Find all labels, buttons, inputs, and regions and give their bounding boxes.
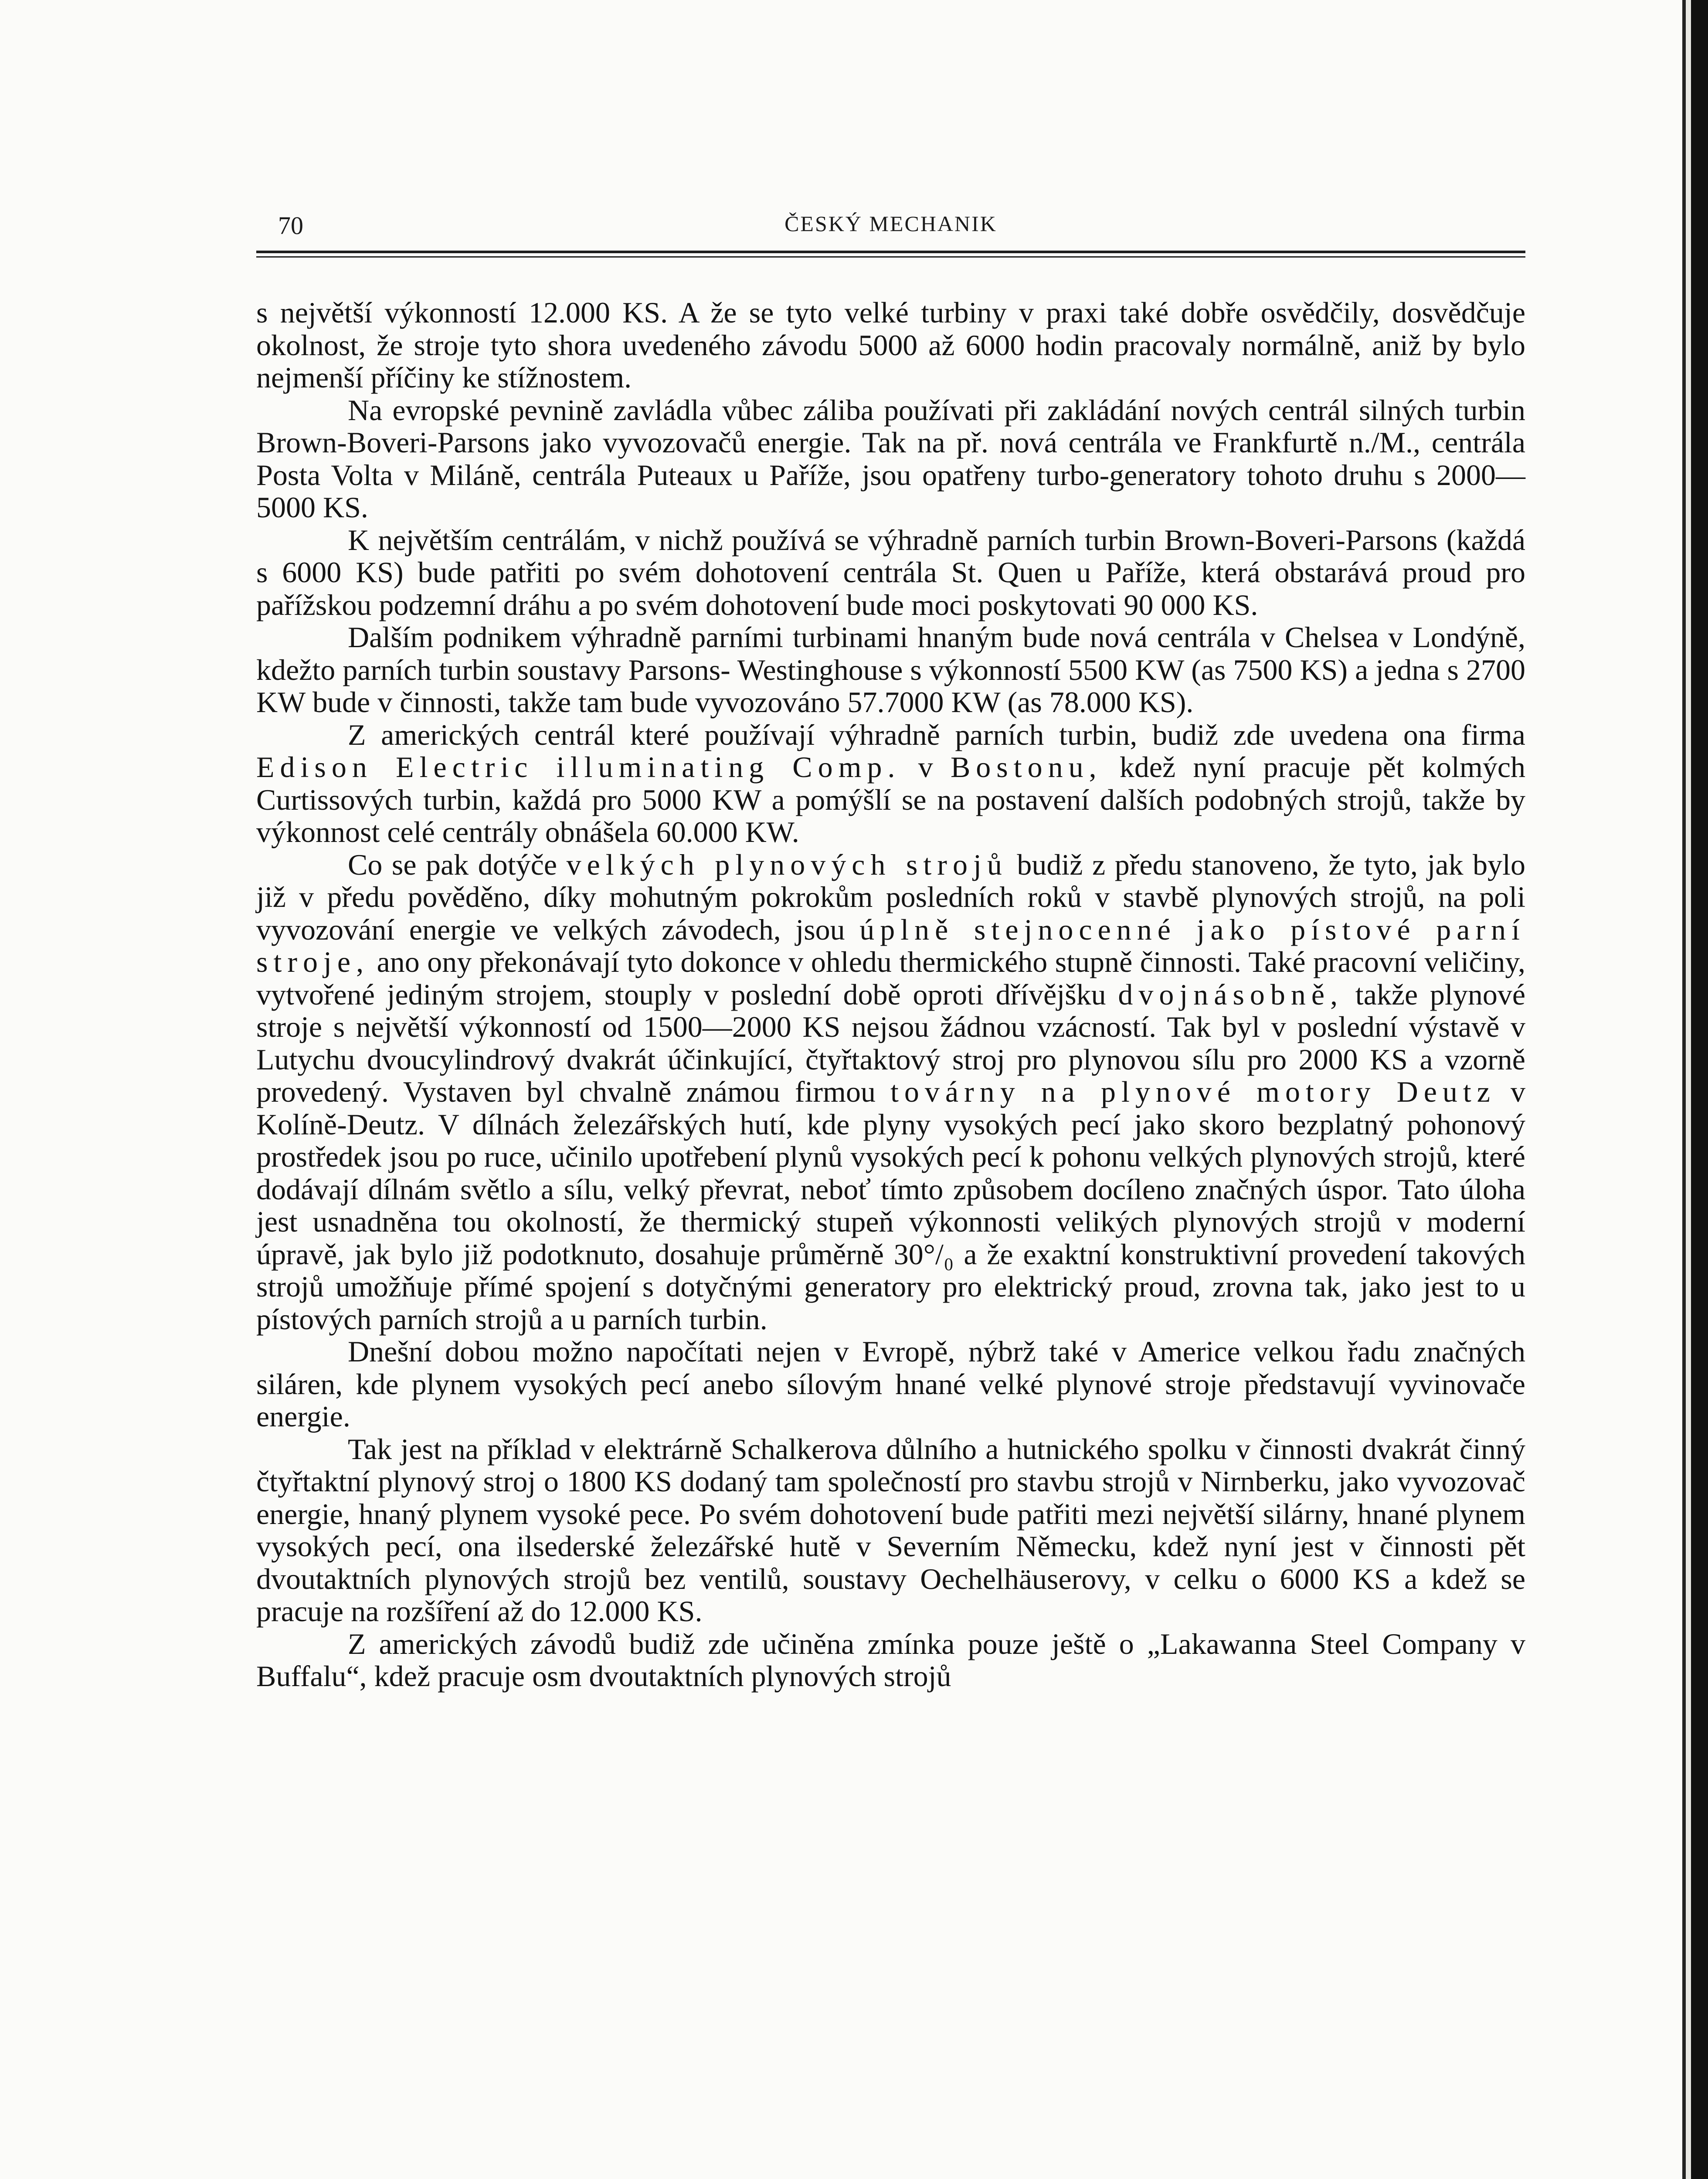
page-header xyxy=(256,205,1525,244)
paragraph-7: Dnešní dobou možno napočítati nejen v Evropě, nýbrž také v Americe velkou řadu značných siláren, kde plynem vysokých pecí anebo sílovým hnané velké plynové stroje představují vyvinovače energie. xyxy=(256,1335,1525,1433)
paragraph-6 xyxy=(256,849,1525,1336)
paragraph-6-text-e: v Kolíně-Deutz. V dílnách železářských hutí, kde plyny vysokých pecí jako skoro bezplatný pohonový prostředek jsou po ruce, učinilo upotřebení plynů vysokých pecí k pohonu velkých plynových strojů, které dodávají dílnám světlo a sílu, velký převrat, neboť tímto způsobem docíleno značných úspor. Tato úloha jest usnadněna tou okolností, že thermický stupeň výkonnosti velikých plynových strojů v moderní úpravě, jak bylo již podotknuto, dosahuje průměrně 30°/₀ a že exaktní konstruktivní provedení takových strojů umožňuje přímé spojení s dotyčnými generatory pro elektrický proud, zrovna tak, jako jest to u pístových parních strojů a u parních turbin. xyxy=(256,1075,1525,1336)
page-number: 70 xyxy=(278,211,303,240)
paragraph-9: Z amerických závodů budiž zde učiněna zmínka pouze ještě o „Lakawanna Steel Company v Buffalu“, kdež pracuje osm dvoutaktních plynových strojů xyxy=(256,1627,1525,1693)
paragraph-8: Tak jest na příklad v elektrárně Schalkerova důlního a hutnického spolku v činnosti dvakrát činný čtyřtaktní plynový stroj o 1800 KS dodaný tam společností pro stavbu strojů v Nirnberku, jako vyvozovač energie, hnaný plynem vysoké pece. Po svém dohotovení bude patřiti mezi největší silárny, hnané plynem vysokých pecí, ona ilsederské železářské hutě v Severním Německu, kdež nyní jest v činnosti pět dvoutaktních plynových strojů bez ventilů, soustavy Oechelhäuserovy, v celku o 6000 KS a kdež se pracuje na rozšíření až do 12.000 KS. xyxy=(256,1432,1525,1628)
paragraph-5 xyxy=(256,719,1525,849)
paragraph-5-text-a: Z amerických centrál které používají výhradně parních turbin, budiž zde uvedena ona firma xyxy=(348,718,1525,751)
paragraph-6-text-a: Co se pak dotýče xyxy=(348,848,557,881)
equal-value-emphasis: úplně stejnocenné jako pístové parní stroje, xyxy=(256,913,1525,978)
paragraph-4: Dalším podnikem výhradně parními turbinami hnaným bude nová centrála v Chelsea v Londýně, kdežto parních turbin soustavy Parsons- Westinghouse s výkonností 5500 KW (as 7500 KS) a jedna s 2700 KW bude v činnosti, takže tam bude vyvozováno 57.7000 KW (as 78.000 KS). xyxy=(256,621,1525,719)
paragraph-5-text-c: kdež nyní pracuje pět kolmých Curtissových turbin, každá pro 5000 KW a pomýšlí se na postavení dalších podobných strojů, takže by výkonnost celé centrály obnášela 60.000 KW. xyxy=(256,750,1526,849)
paragraph-6-text-b: budiž z předu stanoveno, že tyto, jak bylo již v předu pověděno, díky mohutným pokrokům posledních roků v stavbě plynových strojů, na poli vyvozování energie ve velkých závodech, jsou xyxy=(256,848,1525,946)
page-edge-line xyxy=(1682,0,1686,2179)
deutz-factory-emphasis: továrny na plynové motory Deutz xyxy=(890,1075,1496,1108)
city-emphasis: Bostonu, xyxy=(950,750,1102,784)
paragraph-2: Na evropské pevnině zavládla vůbec záliba používati při zakládání nových centrál silných turbin Brown-Boveri-Parsons jako vyvozovačů energie. Tak na př. nová centrála ve Frankfurtě n./M., centrála Posta Volta v Miláně, centrála Puteaux u Paříže, jsou opatřeny turbo-generatory tohoto druhu s 2000—5000 KS. xyxy=(256,393,1525,524)
big-gas-engines-emphasis: velkých plynových strojů xyxy=(566,848,1008,881)
paragraph-1: s největší výkonností 12.000 KS. A že se tyto velké turbiny v praxi také dobře osvědčily, dosvědčuje okolnost, že stroje tyto shora uvedeného závodu 5000 až 6000 hodin pracovaly normálně, aniž by bylo nejmenší příčiny ke stížnostem. xyxy=(256,296,1525,394)
running-title: ČESKÝ MECHANIK xyxy=(784,211,997,236)
page-edge-gap xyxy=(1686,0,1691,2179)
paragraph-3: K největším centrálám, v nichž používá se výhradně parních turbin Brown-Boveri-Parsons (každá s 6000 KS) bude patřiti po svém dohotovení centrála St. Quen u Paříže, která obstarává proud pro pařížskou podzemní dráhu a po svém dohotovení bude moci poskytovati 90 000 KS. xyxy=(256,523,1525,621)
firm-name-emphasis: Edison Electric illuminating Comp. xyxy=(256,750,901,784)
header-rule-thin xyxy=(256,256,1525,258)
header-rule-thick xyxy=(256,251,1525,253)
paragraph-5-text-b: v xyxy=(918,750,933,784)
article-body xyxy=(256,296,1525,1693)
paragraph-6-text-c: ano ony překonávají tyto dokonce v ohledu thermického stupně činnosti. Také pracovní veličiny, vytvořené jediným strojem, stouply v poslední době oproti dřívějšku xyxy=(256,945,1526,1011)
paragraph-6-text-d: takže plynové stroje s největší výkonností od 1500—2000 KS nejsou žádnou vzácností. Tak byl v poslední výstavě v Lutychu dvoucylindrový dvakrát účinkující, čtyřtaktový stroj pro plynovou sílu pro 2000 KS a vzorně provedený. Vystaven byl chvalně známou firmou xyxy=(256,977,1526,1108)
double-emphasis: dvojnásobně, xyxy=(1118,977,1344,1011)
scan-border xyxy=(1691,0,1708,2179)
